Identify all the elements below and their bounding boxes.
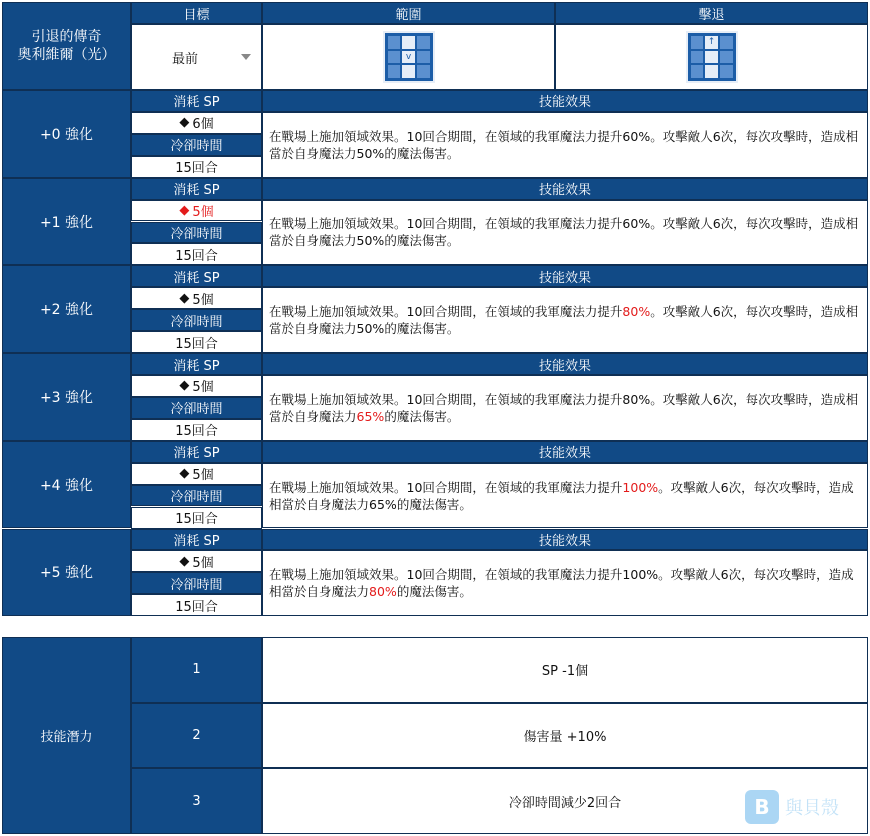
diamond-icon: ◆ <box>179 378 190 394</box>
potential-effect: 冷卻時間減少2回合 <box>262 768 868 834</box>
diamond-icon: ◆ <box>179 553 190 569</box>
sp-value-cell <box>131 112 262 134</box>
level-name-cell: +5 強化 <box>2 529 131 617</box>
cooldown-value-cell: 15回合 <box>131 331 262 353</box>
unit-name-cell <box>2 2 131 90</box>
desc-segment: 60% <box>622 216 651 232</box>
desc-segment: 的魔法傷害。 <box>396 584 472 600</box>
desc-segment: 50% <box>356 145 385 161</box>
col-range-label: 範圍 <box>395 7 422 23</box>
sp-label-cell: 消耗 SP <box>131 441 262 463</box>
skill-effect-header: 技能效果 <box>262 90 868 112</box>
sp-label-cell: 消耗 SP <box>131 353 262 375</box>
desc-segment: 的魔法傷害。 <box>384 233 460 249</box>
sp-value-cell <box>131 375 262 397</box>
desc-segment: 。攻擊敵人6次，每次攻擊時，造成相當於自身魔法力 <box>269 128 859 161</box>
target-value: 最前 <box>172 51 199 67</box>
sp-label-cell: 消耗 SP <box>131 265 262 287</box>
col-knockback-label: 擊退 <box>698 7 725 23</box>
range-grid-icon: v <box>383 31 435 83</box>
cooldown-value-cell: 15回合 <box>131 156 262 178</box>
cooldown-label-cell: 冷卻時間 <box>131 134 262 156</box>
desc-segment: 60% <box>622 128 651 144</box>
desc-segment: 50% <box>356 233 385 249</box>
col-target-label: 目標 <box>183 7 210 23</box>
chevron-down-icon <box>241 54 251 60</box>
potential-num: 2 <box>131 703 262 769</box>
knockback-cell <box>555 24 868 90</box>
cooldown-value-cell: 15回合 <box>131 507 262 529</box>
diamond-icon: ◆ <box>179 466 190 482</box>
desc-segment: 100% <box>622 567 659 583</box>
target-dropdown[interactable] <box>131 24 262 90</box>
desc-segment: 的魔法傷害。 <box>384 321 460 337</box>
desc-segment: 的魔法傷害。 <box>384 145 460 161</box>
skill-description <box>262 550 868 616</box>
level-name-cell: +4 強化 <box>2 441 131 529</box>
sp-value: 6個 <box>192 117 214 133</box>
potential-effect: SP -1個 <box>262 637 868 703</box>
diamond-icon: ◆ <box>179 115 190 131</box>
desc-segment: 80% <box>369 584 397 600</box>
potential-title-cell <box>2 637 131 834</box>
sp-value: 5個 <box>192 205 214 221</box>
level-name-cell: +3 強化 <box>2 353 131 441</box>
cooldown-label-cell: 冷卻時間 <box>131 222 262 244</box>
cooldown-label-cell: 冷卻時間 <box>131 397 262 419</box>
cooldown-value-cell: 15回合 <box>131 594 262 616</box>
skill-description <box>262 287 868 353</box>
cooldown-value-cell: 15回合 <box>131 243 262 265</box>
watermark-logo-icon: B <box>745 790 779 824</box>
desc-segment: 。攻擊敵人6次，每次攻擊時，造成相當於自身魔法力 <box>269 391 859 424</box>
range-cell <box>262 24 555 90</box>
watermark <box>745 790 839 824</box>
potential-title: 技能潛力 <box>40 730 93 745</box>
skill-effect-header: 技能效果 <box>262 178 868 200</box>
diamond-icon: ◆ <box>179 290 190 306</box>
col-knockback-header <box>555 2 868 24</box>
skill-description <box>262 375 868 441</box>
watermark-text: 與貝殼 <box>785 798 839 819</box>
desc-segment: 65% <box>369 496 397 512</box>
unit-name: 引退的傳奇 奧利維爾（光） <box>17 29 116 63</box>
desc-segment: 的魔法傷害。 <box>384 408 460 424</box>
potential-effect: 傷害量 +10% <box>262 703 868 769</box>
desc-segment: 。攻擊敵人6次，每次攻擊時，造成相當於自身魔法力 <box>269 304 859 337</box>
level-name-cell: +0 強化 <box>2 90 131 178</box>
skill-description <box>262 463 868 529</box>
skill-effect-header: 技能效果 <box>262 353 868 375</box>
cooldown-label-cell: 冷卻時間 <box>131 309 262 331</box>
skill-effect-header: 技能效果 <box>262 441 868 463</box>
diamond-icon: ◆ <box>179 203 190 219</box>
sp-label-cell: 消耗 SP <box>131 178 262 200</box>
knockback-grid-icon: ↑ <box>686 31 738 83</box>
desc-segment: 100% <box>622 479 659 495</box>
cooldown-value-cell: 15回合 <box>131 419 262 441</box>
desc-segment: 。攻擊敵人6次，每次攻擊時，造成相當於自身魔法力 <box>269 216 859 249</box>
sp-value-cell <box>131 287 262 309</box>
potential-num: 1 <box>131 637 262 703</box>
cooldown-label-cell: 冷卻時間 <box>131 485 262 507</box>
desc-segment: 65% <box>356 408 385 424</box>
skill-description <box>262 112 868 178</box>
sp-value-cell <box>131 463 262 485</box>
cooldown-label-cell: 冷卻時間 <box>131 572 262 594</box>
sp-value: 5個 <box>192 292 214 308</box>
desc-segment: 50% <box>356 321 385 337</box>
sp-label-cell: 消耗 SP <box>131 90 262 112</box>
col-target-header <box>131 2 262 24</box>
level-name-cell: +2 強化 <box>2 265 131 353</box>
desc-segment: 在戰場上施加領域效果。10回合期間，在領域的我軍魔法力提升 <box>269 567 623 583</box>
desc-segment: 在戰場上施加領域效果。10回合期間，在領域的我軍魔法力提升 <box>269 479 623 495</box>
skill-effect-header: 技能效果 <box>262 265 868 287</box>
sp-label-cell: 消耗 SP <box>131 529 262 551</box>
desc-segment: 80% <box>622 304 651 320</box>
desc-segment: 的魔法傷害。 <box>396 496 472 512</box>
desc-segment: 在戰場上施加領域效果。10回合期間，在領域的我軍魔法力提升 <box>269 128 623 144</box>
desc-segment: 在戰場上施加領域效果。10回合期間，在領域的我軍魔法力提升 <box>269 391 623 407</box>
desc-segment: 。攻擊敵人6次，每次攻擊時，造成相當於自身魔法力 <box>269 479 854 512</box>
sp-value: 5個 <box>192 380 214 396</box>
sp-value: 5個 <box>192 468 214 484</box>
desc-segment: 。攻擊敵人6次，每次攻擊時，造成相當於自身魔法力 <box>269 567 854 600</box>
skill-effect-header: 技能效果 <box>262 529 868 551</box>
potential-num: 3 <box>131 768 262 834</box>
skill-description <box>262 200 868 266</box>
sp-value-cell <box>131 200 262 222</box>
level-name-cell: +1 強化 <box>2 178 131 266</box>
col-range-header <box>262 2 555 24</box>
desc-segment: 在戰場上施加領域效果。10回合期間，在領域的我軍魔法力提升 <box>269 216 623 232</box>
sp-value: 5個 <box>192 555 214 571</box>
desc-segment: 80% <box>622 391 651 407</box>
desc-segment: 在戰場上施加領域效果。10回合期間，在領域的我軍魔法力提升 <box>269 304 623 320</box>
sp-value-cell <box>131 550 262 572</box>
